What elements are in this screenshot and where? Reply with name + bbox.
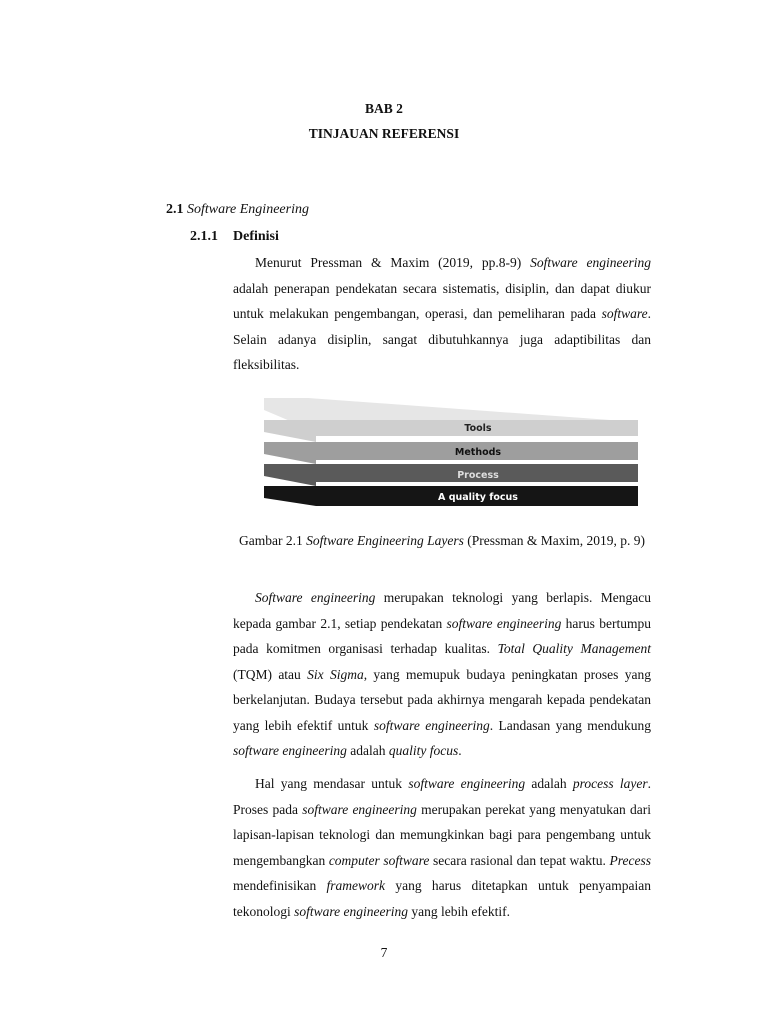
paragraph-2	[233, 585, 651, 764]
text-run: Total Quality Management	[497, 641, 652, 656]
section-heading	[166, 202, 309, 218]
subsection-heading	[190, 229, 279, 245]
text-run: harus bertumpu pada komitmen organisasi terhadap kualitas.	[233, 615, 651, 656]
text-run: Hal yang mendasar untuk	[255, 776, 409, 791]
text-run: adalah	[346, 743, 389, 758]
text-run: software engineering	[294, 903, 408, 919]
text-run: Six Sigma	[307, 666, 364, 682]
text-run: adalah	[525, 776, 573, 791]
text-run: (TQM) atau	[233, 666, 308, 682]
text-run: .	[458, 743, 462, 758]
text-run: adalah penerapan pendekatan secara sistematis, disiplin, dan dapat diukur untuk melakukan pengembangan, operasi, dan pemeliharan pada	[233, 280, 651, 321]
text-run: quality focus	[388, 743, 459, 758]
layer-tools-side	[264, 420, 316, 442]
text-run: yang lebih efektif.	[408, 903, 510, 919]
section-number: 2.1	[166, 202, 184, 217]
layer-label-quality: A quality focus	[438, 492, 518, 503]
text-run: mendefinisikan	[233, 878, 327, 893]
text-run: Software engineering	[530, 255, 651, 270]
section-title: Software Engineering	[187, 202, 309, 217]
text-run: software engineering	[446, 615, 562, 631]
layer-label-tools: Tools	[464, 423, 492, 434]
text-run: software engineering	[373, 717, 490, 733]
layer-process-side	[264, 464, 316, 486]
chapter-number: BAB 2	[365, 101, 403, 116]
subsection-title: Definisi	[233, 229, 279, 244]
page-number: 7	[380, 945, 388, 960]
text-run: merupakan perekat yang menyatukan dari lapisan-lapisan teknologi dan memungkinkan bagi para pengembang untuk mengembangkan	[233, 801, 651, 868]
text-run: secara rasional dan tepat waktu.	[429, 852, 610, 868]
layer-label-process: Process	[457, 470, 499, 481]
layer-label-methods: Methods	[454, 447, 502, 458]
layer-methods-side	[264, 442, 316, 464]
text-run: Software engineering	[255, 590, 376, 605]
paragraph-3	[233, 771, 651, 924]
paragraph-1	[233, 250, 651, 378]
text-run: . Selain adanya disiplin, sangat dibutuhkannya juga adaptibilitas dan fleksibilitas.	[233, 306, 651, 372]
text-run: Software Engineering Layers	[306, 533, 464, 548]
text-run: merupakan teknologi yang berlapis. Mengacu kepada gambar 2.1, setiap pendekatan	[233, 590, 651, 631]
text-run: , yang memupuk budaya peningkatan proses yang berkelanjutan. Budaya tersebut pada akhirnya mengarah kepada pendekatan yang lebih efektif untuk	[233, 666, 651, 733]
text-run: software engineering	[233, 743, 347, 758]
text-run: process layer	[572, 776, 648, 791]
text-run: software engineering	[302, 801, 417, 817]
text-run: Precess	[609, 852, 651, 868]
layer-quality-side	[264, 486, 316, 506]
text-run: Gambar 2.1	[239, 533, 307, 548]
figure-caption	[233, 533, 651, 549]
figure-layers	[262, 392, 642, 513]
text-run: Menurut Pressman & Maxim (2019, pp.8-9)	[255, 255, 531, 270]
text-run: software	[601, 306, 648, 321]
text-run: (Pressman & Maxim, 2019, p. 9)	[463, 533, 645, 548]
text-run: software engineering	[408, 776, 526, 791]
chapter-title: TINJAUAN REFERENSI	[308, 126, 460, 141]
text-run: . Proses pada	[233, 776, 651, 817]
text-run: yang harus ditetapkan untuk penyampaian tekonologi	[233, 878, 652, 919]
text-run: computer software	[328, 852, 430, 868]
subsection-number: 2.1.1	[190, 229, 218, 244]
text-run: framework	[326, 878, 386, 893]
text-run: . Landasan yang mendukung	[489, 717, 651, 733]
